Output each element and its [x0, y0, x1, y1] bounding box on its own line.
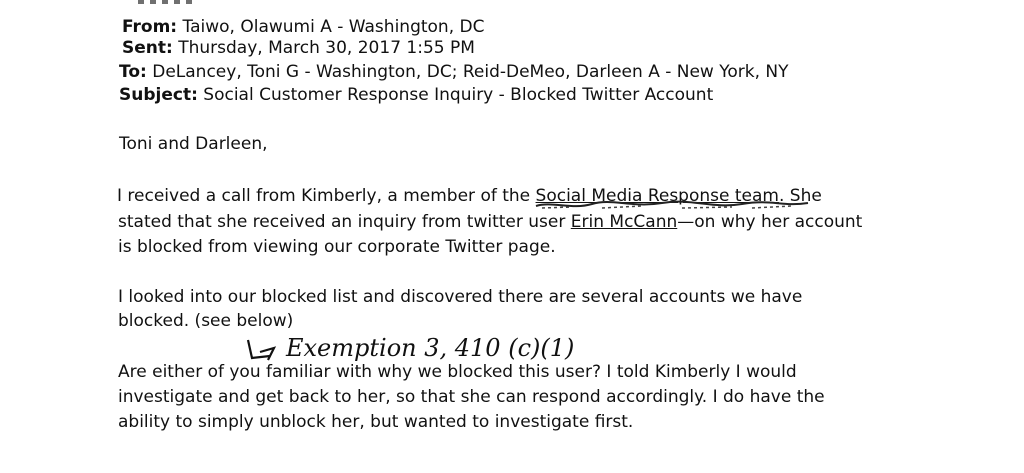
subject-line — [119, 85, 713, 105]
scan-artifact — [138, 0, 198, 4]
text-run: . She — [778, 186, 822, 206]
paragraph-3-line-1: Are either of you familiar with why we blocked this user? I told Kimberly I would — [118, 362, 797, 382]
paragraph-2-line-1: I looked into our blocked list and discovered there are several accounts we have — [118, 287, 803, 307]
from-value: Taiwo, Olawumi A - Washington, DC — [182, 17, 485, 37]
to-line — [119, 62, 789, 82]
paragraph-2-line-2: blocked. (see below) — [118, 311, 294, 331]
to-label: To: — [119, 62, 147, 82]
subject-label: Subject: — [119, 85, 198, 105]
social-media-team-link: Social Media Response team — [535, 186, 779, 206]
from-label: From: — [122, 17, 178, 37]
sent-value: Thursday, March 30, 2017 1:55 PM — [178, 38, 475, 58]
redaction-scribble — [532, 198, 812, 212]
subject-value: Social Customer Response Inquiry - Blocked Twitter Account — [203, 85, 714, 105]
text-run: —on why her account — [677, 212, 863, 232]
erin-mccann-link: Erin McCann — [570, 212, 678, 232]
paragraph-3-line-3: ability to simply unblock her, but wanted to investigate first. — [118, 412, 634, 432]
paragraph-1-line-3: is blocked from viewing our corporate Twitter page. — [118, 237, 556, 257]
paragraph-3-line-2: investigate and get back to her, so that she can respond accordingly. I do have the — [118, 387, 825, 407]
paragraph-1-line-2 — [118, 212, 862, 232]
sent-label: Sent: — [122, 38, 173, 58]
from-line — [122, 17, 484, 37]
text-run: I received a call from Kimberly, a member of the — [117, 186, 536, 206]
sent-line — [122, 38, 475, 58]
to-value: DeLancey, Toni G - Washington, DC; Reid-DeMeo, Darleen A - New York, NY — [152, 62, 789, 82]
greeting: Toni and Darleen, — [119, 134, 268, 154]
handwritten-text: Exemption 3, 410 (c)(1) — [286, 334, 575, 362]
text-run: stated that she received an inquiry from twitter user — [118, 212, 571, 232]
